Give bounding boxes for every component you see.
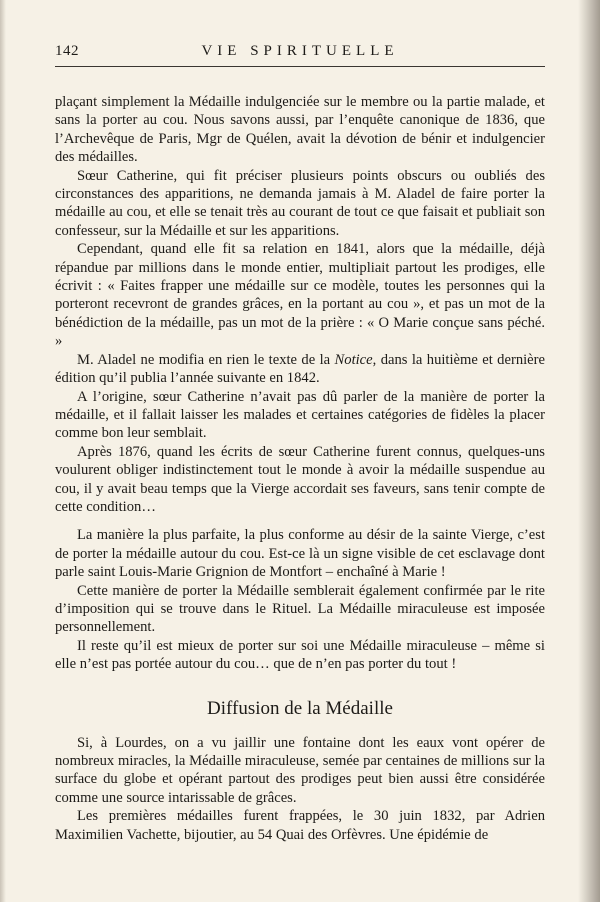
paragraph: Après 1876, quand les écrits de sœur Catherine furent connus, quelques-uns voulurent obliger indistinctement tout le monde à avoir la médaille suspendue au cou, il y avait beau temps que la Vierge accordait ses faveurs, sans tenir compte de cette condition… [55, 443, 545, 515]
section-heading: Diffusion de la Médaille [207, 697, 393, 719]
page-header [55, 38, 545, 67]
page-left-edge [0, 0, 6, 902]
paragraph: Cette manière de porter la Médaille semblerait également confirmée par le rite d’imposition qui se trouve dans le Rituel. La Médaille miraculeuse est imposée personnellement. [55, 582, 545, 636]
paragraph: Les premières médailles furent frappées, le 30 juin 1832, par Adrien Maximilien Vachette, bijoutier, au 54 Quai des Orfèvres. Une épidémie de [55, 808, 545, 843]
paragraph [55, 351, 545, 388]
page-binding-shadow [578, 0, 600, 902]
paragraph: Il reste qu’il est mieux de porter sur soi une Médaille miraculeuse – même si elle n’est pas portée autour du cou… que de n’en pas porter du tout ! [55, 637, 545, 673]
page-body [55, 93, 545, 844]
paragraph-text: M. Aladel ne modifia en rien le texte de la [77, 351, 335, 368]
paragraph-text: , dans la huitième et dernière édition qu’il publia l’année suivante en 1842. [55, 351, 545, 387]
paragraph: A l’origine, sœur Catherine n’avait pas dû parler de la manière de porter la médaille, et il fallait laisser les malades et certaines catégories de fidèles la placer comme bon leur semblait. [55, 388, 545, 442]
notice-title: Notice [334, 351, 373, 368]
running-title: VIE SPIRITUELLE [201, 43, 399, 59]
paragraph: plaçant simplement la Médaille indulgenciée sur le membre ou la partie malade, et sans la porter au cou. Nous savons aussi, par l’enquête canonique de 1836, que l’Archevêque de Paris, Mgr de Quélen, avait la dévotion de bénir et indulgencier des médailles. [55, 94, 545, 166]
paragraph: Cependant, quand elle fit sa relation en 1841, alors que la médaille, déjà répandue par millions dans le monde entier, multipliait partout les prodiges, elle écrivit : « Faites frapper une médaille sur ce modèle, toutes les personnes qui la porteront recevront de grandes grâces, en la portant au cou », et pas un mot de la bénédiction de la médaille, pas un mot de la prière : « O Marie conçue sans péché. » [55, 241, 545, 350]
paragraph: Si, à Lourdes, on a vu jaillir une fontaine dont les eaux vont opérer de nombreux miracles, la Médaille miraculeuse, semée par centaines de millions sur la surface du globe et opérant partout des prodiges peut bien aussi être considérée comme une source intarissable de grâces. [55, 734, 545, 806]
page-number: 142 [55, 43, 79, 59]
paragraph: La manière la plus parfaite, la plus conforme au désir de la sainte Vierge, c’est de porter la médaille autour du cou. Est-ce là un signe visible de cet esclavage dont parle saint Louis-Marie Grignion de Montfort – enchaîné à Marie ! [55, 527, 545, 581]
paragraph: Sœur Catherine, qui fit préciser plusieurs points obscurs ou oubliés des circonstances des apparitions, ne demanda jamais à M. Aladel de faire porter la médaille au cou, et elle se tenait très au courant de tout ce que faisait et publiait son confesseur, sur la Médaille et sur les apparitions. [55, 167, 545, 239]
